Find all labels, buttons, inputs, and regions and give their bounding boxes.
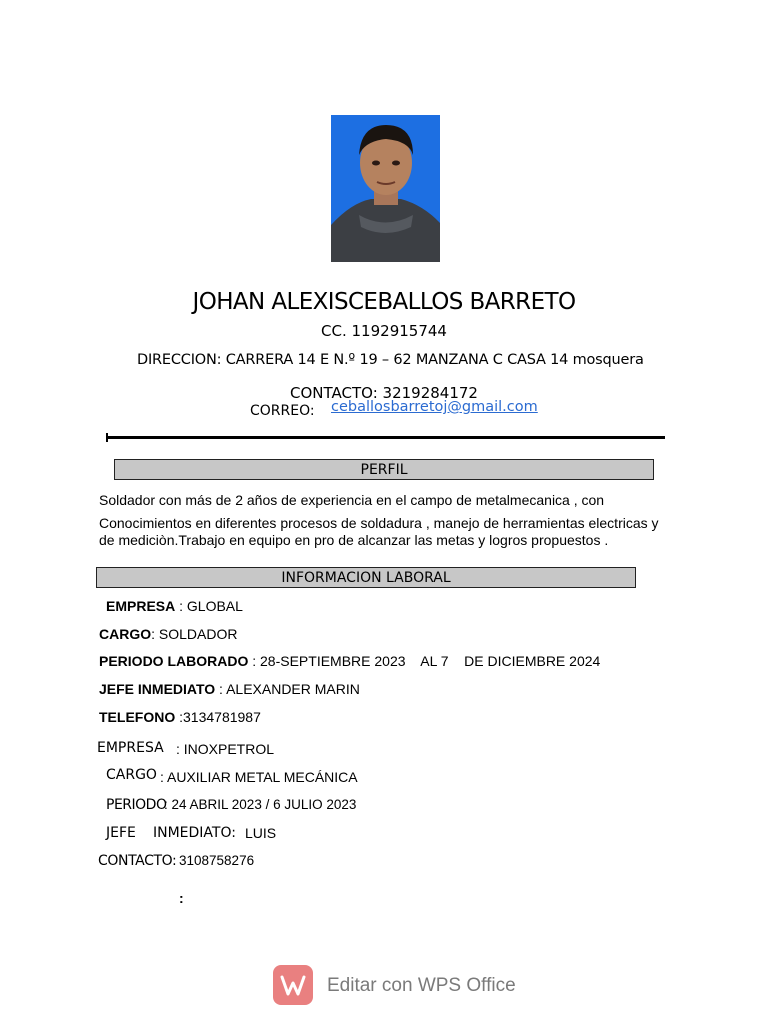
job2-cargo-value: : AUXILIAR METAL MECÁNICA <box>160 769 358 785</box>
perfil-line-1: Soldador con más de 2 años de experiencia en el campo de metalmecanica , con <box>99 492 605 508</box>
job2-empresa-value: : INOXPETROL <box>176 741 275 757</box>
job1-cargo-label: CARGO <box>99 626 152 642</box>
job1-cargo <box>99 626 237 642</box>
job1-periodo <box>99 653 600 669</box>
email-link[interactable]: ceballosbarretoj@gmail.com <box>331 399 538 415</box>
job1-jefe-value: : ALEXANDER MARIN <box>215 681 360 697</box>
job2-cargo-label: CARGO <box>106 767 157 783</box>
email-label: CORREO: <box>250 403 315 419</box>
job1-jefe-label: JEFE INMEDIATO <box>99 681 216 697</box>
job1-telefono-label: TELEFONO <box>99 709 176 725</box>
laboral-heading: INFORMACION LABORAL <box>96 567 636 588</box>
trailing-colon: : <box>179 890 184 906</box>
job1-empresa-value: : GLOBAL <box>175 598 243 614</box>
id-number: CC. 1192915744 <box>321 322 447 340</box>
divider-tick <box>106 433 108 442</box>
divider-line <box>106 436 665 439</box>
job2-jefe-label: JEFE <box>106 825 136 841</box>
candidate-name: JOHAN ALEXISCEBALLOS BARRETO <box>192 289 576 315</box>
job2-inmediato-label: INMEDIATO: <box>153 825 236 841</box>
job1-empresa <box>106 598 243 614</box>
job1-periodo-value: : 28-SEPTIEMBRE 2023 AL 7 DE DICIEMBRE 2024 <box>248 653 601 669</box>
job2-contacto-value: 3108758276 <box>179 853 255 868</box>
job1-cargo-value: : SOLDADOR <box>151 626 238 642</box>
wps-watermark[interactable] <box>273 965 515 1009</box>
perfil-line-2: Conocimientos en diferentes procesos de soldadura , manejo de herramientas electricas y <box>99 515 659 531</box>
perfil-heading: PERFIL <box>114 459 654 480</box>
profile-photo <box>331 115 440 262</box>
job1-telefono-value: :3134781987 <box>175 709 261 725</box>
job2-contacto-label: CONTACTO: <box>98 853 177 869</box>
job1-empresa-label: EMPRESA <box>106 598 176 614</box>
job1-telefono <box>99 709 261 725</box>
address: DIRECCION: CARRERA 14 E N.º 19 – 62 MANZANA C CASA 14 mosquera <box>137 352 644 368</box>
job2-periodo-value: : 24 ABRIL 2023 / 6 JULIO 2023 <box>164 797 357 812</box>
job2-jefe-value: LUIS <box>245 825 277 841</box>
wps-office-logo-icon <box>273 965 313 1005</box>
job2-empresa-label: EMPRESA <box>97 740 164 756</box>
job2-periodo-label: PERIODO <box>106 797 167 813</box>
contact-phone: CONTACTO: 3219284172 <box>290 384 478 402</box>
job1-jefe <box>99 681 360 697</box>
perfil-line-3: de mediciòn.Trabajo en equipo en pro de alcanzar las metas y logros propuestos . <box>99 532 609 548</box>
wps-watermark-text: Editar con WPS Office <box>327 975 516 996</box>
job1-periodo-label: PERIODO LABORADO <box>99 653 249 669</box>
